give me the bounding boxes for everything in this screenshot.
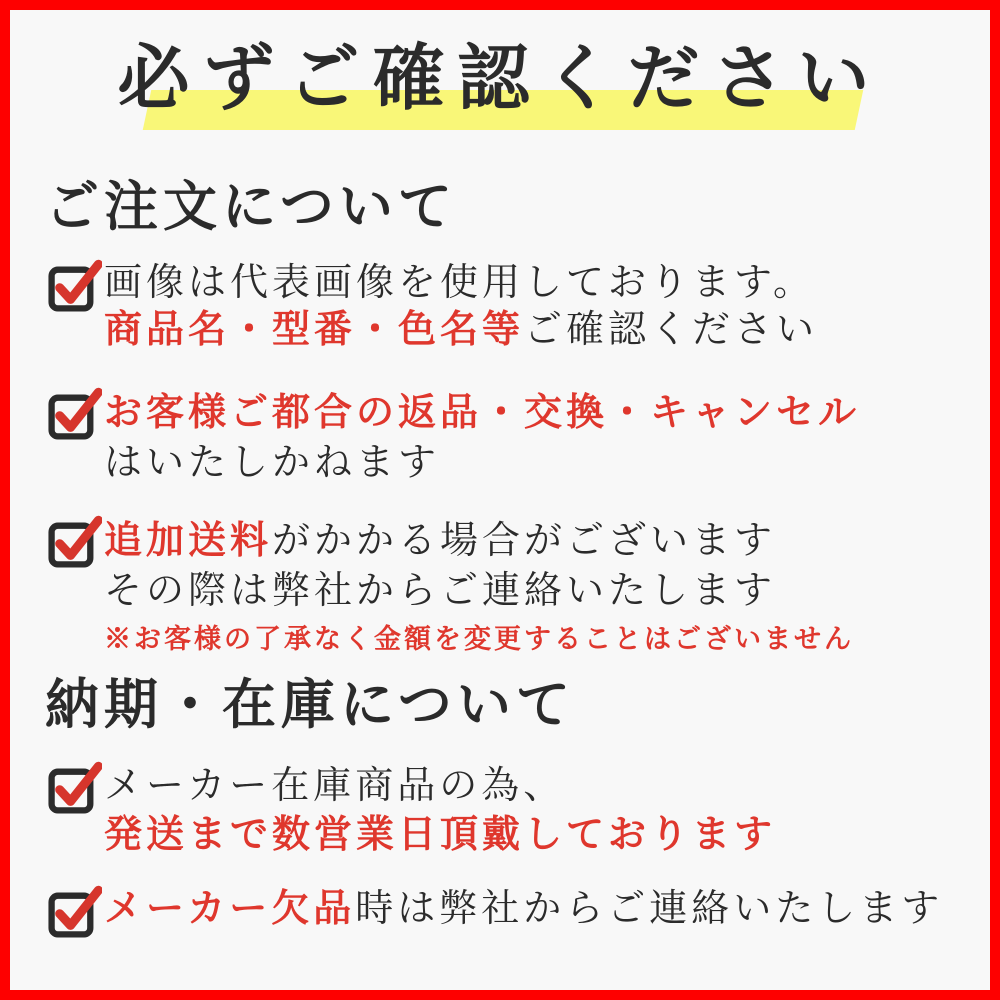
notice-item-text xyxy=(104,886,943,933)
notice-text-segment-red: 発送まで数営業日頂戴しております xyxy=(104,814,777,856)
notice-text-segment: 画像は代表画像を使用しております。 xyxy=(104,262,815,304)
notice-item-text xyxy=(104,260,818,354)
notice-item xyxy=(48,886,943,938)
page-title: 必ずご確認ください xyxy=(117,39,883,119)
checkbox-checked-icon xyxy=(48,258,102,312)
notice-item-text xyxy=(104,516,854,655)
notice-text-segment: ご確認ください xyxy=(524,309,819,351)
notice-item xyxy=(48,516,854,655)
section-heading-order: ご注文について xyxy=(45,177,457,237)
notice-text-segment-red: 追加送料 xyxy=(104,520,273,562)
notice-text-segment: その際は弊社からご連絡いたします xyxy=(104,570,777,612)
checkbox-checked-icon xyxy=(48,884,102,938)
notice-item xyxy=(48,388,860,488)
notice-text-segment: メーカー在庫商品の為、 xyxy=(104,765,566,807)
notice-text-segment: 時は弊社からご連絡いたします xyxy=(355,888,944,930)
notice-text-segment: がかかる場合がございます xyxy=(272,520,777,562)
notice-fine-print: ※お客様の了承なく金額を変更することはございません xyxy=(104,624,854,654)
notice-item xyxy=(48,260,818,354)
checkbox-checked-icon xyxy=(48,386,102,440)
notice-item-text xyxy=(104,388,860,488)
notice-text-segment-red: お客様ご都合の返品・交換・キャンセル xyxy=(104,392,861,434)
notice-text-segment-red: メーカー欠品 xyxy=(104,888,356,930)
notice-item-text xyxy=(104,762,776,860)
checkbox-checked-icon xyxy=(48,514,102,568)
notice-text-segment: はいたしかねます xyxy=(104,442,441,484)
checkbox-checked-icon xyxy=(48,760,102,814)
section-heading-delivery-stock: 納期・在庫について xyxy=(45,675,575,735)
notice-text-segment-red: 商品名・型番・色名等 xyxy=(104,309,525,351)
notice-item xyxy=(48,762,776,860)
